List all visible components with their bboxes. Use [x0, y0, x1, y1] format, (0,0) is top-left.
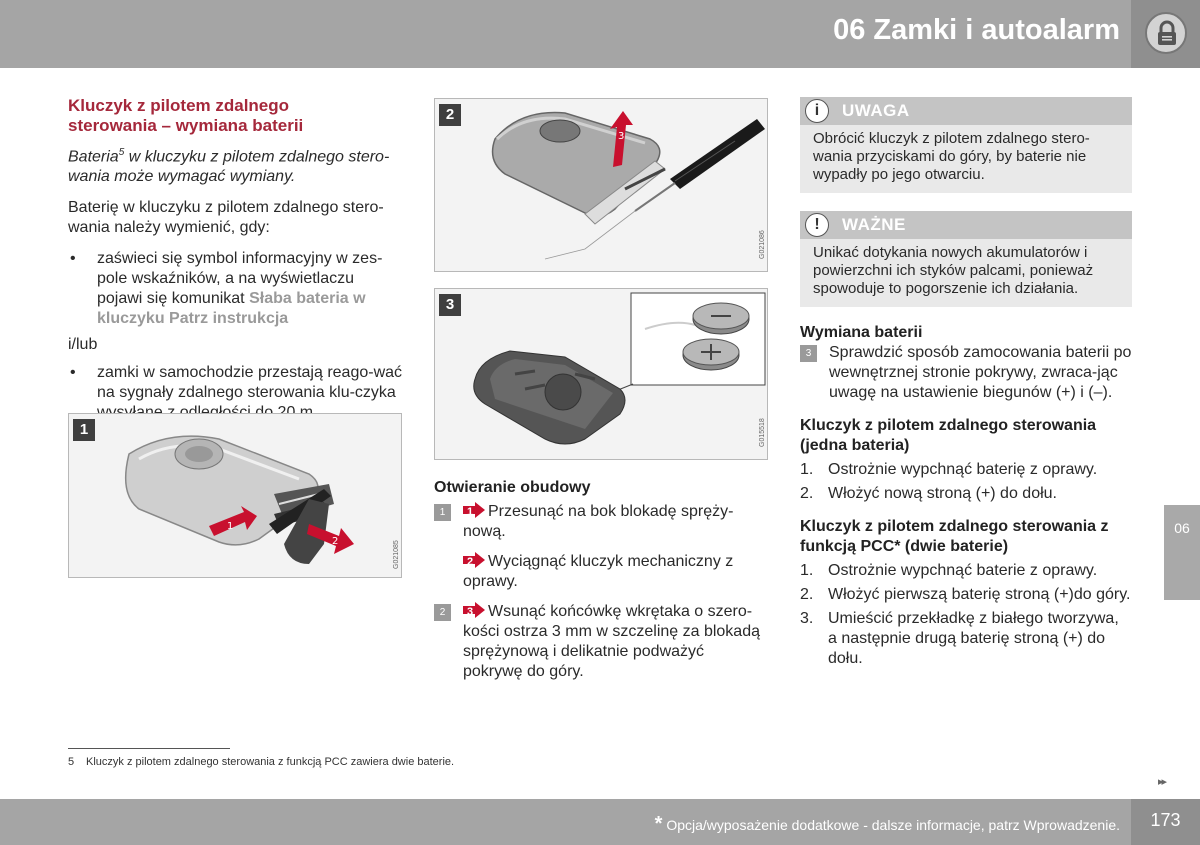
step-1b [434, 552, 768, 592]
list-item [800, 585, 1132, 605]
display-message: Słaba bateria w kluczyku Patrz instrukcja [97, 290, 366, 328]
arrow-number: 1 [467, 506, 474, 518]
step-3 [800, 343, 1132, 403]
page-header [0, 0, 1200, 68]
step-text: Przesunąć na bok blokadę spręży-nową. [463, 503, 734, 540]
step-number: 2 [434, 604, 451, 621]
lock-icon [1145, 12, 1187, 54]
list-item [800, 484, 1132, 504]
figure-label: 3 [439, 294, 461, 316]
footnote [68, 756, 454, 768]
step-text: Wsunąć końcówkę wkrętaka o szero-kości ostrza 3 mm w szczelinę za blokadą sprężynową i delikatnie podważyć pokrywę do góry. [463, 603, 760, 680]
intro-text [68, 143, 402, 187]
notice-header [800, 211, 1132, 239]
step-text: Sprawdzić sposób zamocowania baterii po wewnętrznej stronie pokrywy, zwraca-jąc uwagę na ustawienie biegunów (+) i (–). [829, 344, 1132, 401]
item-text: Włożyć nową stroną (+) do dołu. [828, 485, 1057, 502]
left-column [68, 96, 403, 569]
page-number: 173 [1150, 810, 1181, 830]
notice-label: WAŻNE [842, 215, 906, 234]
red-arrow-icon [463, 602, 485, 618]
figure-label: 2 [439, 104, 461, 126]
pcc-heading: Kluczyk z pilotem zdalnego sterowania z funkcją PCC* (dwie baterie) [800, 518, 1109, 555]
page-number-box [1131, 799, 1200, 845]
condition-paragraph: Baterię w kluczyku z pilotem zdalnego stero-wania należy wymienić, gdy: [68, 199, 384, 237]
single-battery-list [800, 460, 1132, 504]
key-illustration [69, 414, 402, 578]
step-1 [434, 502, 768, 542]
figure-key-open [68, 413, 402, 578]
bullet-text: zaświeci się symbol informacyjny w zes-pole wskaźników, a na wyświetlaczu pojawi się komunikat [97, 250, 383, 308]
list-item [800, 609, 1132, 669]
item-number: 3. [800, 610, 814, 627]
footnote-number: 5 [68, 756, 75, 768]
single-battery-heading: Kluczyk z pilotem zdalnego sterowania (jedna bateria) [800, 417, 1097, 454]
figure-screwdriver [434, 98, 768, 272]
step-2 [434, 602, 768, 682]
notice-text: Unikać dotykania nowych akumulatorów i powierzchni ich styków palcami, ponieważ spowoduje to pogorszenie ich działania. [813, 244, 1094, 297]
item-text: Ostrożnie wypchnąć baterie z oprawy. [828, 562, 1098, 579]
figure-code: G021086 [759, 230, 766, 259]
figure-label: 1 [73, 419, 95, 441]
footnote-rule [68, 748, 230, 749]
notice-header [800, 97, 1132, 125]
right-column [800, 97, 1132, 669]
or-text: i/lub [68, 336, 98, 354]
notice-box-wazne [800, 211, 1132, 307]
page-footer [0, 799, 1200, 845]
intro-part-c: wania może wymagać wymiany. [68, 168, 296, 186]
chapter-title: 06 Zamki i autoalarm [833, 14, 1120, 46]
item-number: 1. [800, 562, 814, 579]
figure-code: G015518 [759, 418, 766, 447]
screwdriver-illustration [435, 99, 768, 272]
battery-replacement-heading: Wymiana baterii [800, 324, 923, 341]
item-number: 1. [800, 461, 814, 478]
item-text: Ostrożnie wypchnąć baterię z oprawy. [828, 461, 1098, 478]
chapter-side-tab: 06 [1164, 505, 1200, 600]
item-text: Włożyć pierwszą baterię stroną (+)do góry. [828, 586, 1131, 603]
svg-text:1: 1 [227, 521, 234, 532]
notice-box-uwaga [800, 97, 1132, 193]
list-item [800, 561, 1132, 581]
footnote-text: Kluczyk z pilotem zdalnego sterowania z funkcją PCC zawiera dwie baterie. [86, 756, 455, 768]
info-icon: i [805, 99, 829, 123]
step-number: 1 [434, 504, 451, 521]
next-page-icon: ▸▸ [1158, 776, 1166, 788]
step-text: Wyciągnąć kluczyk mechaniczny z oprawy. [463, 553, 734, 590]
item-number: 2. [800, 485, 814, 502]
item-number: 2. [800, 586, 814, 603]
bullet-text: zamki w samochodzie przestają reago-wać na sygnały zdalnego sterowania klu-czyka [97, 364, 403, 402]
red-arrow-icon [463, 502, 485, 518]
item-text: Umieścić przekładkę z białego tworzywa, a następnie drugą baterię stroną (+) do dołu. [828, 610, 1119, 667]
arrow-number: 2 [467, 556, 474, 568]
section-title-line1: Kluczyk z pilotem zdalnego [68, 96, 290, 115]
asterisk: * [654, 813, 663, 835]
step-number: 3 [800, 345, 817, 362]
intro-part-b: w kluczyku z pilotem zdalnego stero- [124, 148, 390, 166]
bullet-icon: • [70, 364, 76, 382]
section-title-line2: sterowania – wymiana baterii [68, 116, 304, 135]
opening-heading: Otwieranie obudowy [434, 479, 591, 496]
section-title [68, 96, 402, 136]
intro-part-a: Bateria [68, 148, 119, 166]
svg-text:2: 2 [332, 536, 339, 547]
opening-section [434, 478, 768, 682]
pcc-list [800, 561, 1132, 669]
footer-note-text: Opcja/wyposażenie dodatkowe - dalsze informacje, patrz Wprowadzenie. [662, 817, 1120, 833]
footnote-ref: 5 [118, 147, 125, 158]
battery-illustration [435, 289, 768, 460]
svg-text:3: 3 [618, 131, 625, 142]
chapter-icon-box [1131, 0, 1200, 68]
red-arrow-icon [463, 552, 485, 568]
footer-note [655, 813, 1120, 836]
list-item [68, 249, 402, 329]
warning-icon: ! [805, 213, 829, 237]
figure-code: G021085 [393, 540, 400, 569]
notice-label: UWAGA [842, 101, 910, 120]
notice-text: Obrócić kluczyk z pilotem zdalnego stero-wania przyciskami do góry, by baterie nie wypadły po jego otwarciu. [813, 130, 1090, 183]
list-item [800, 460, 1132, 480]
arrow-number: 3 [467, 606, 474, 618]
bullet-icon: • [70, 250, 76, 268]
figure-batteries [434, 288, 768, 460]
